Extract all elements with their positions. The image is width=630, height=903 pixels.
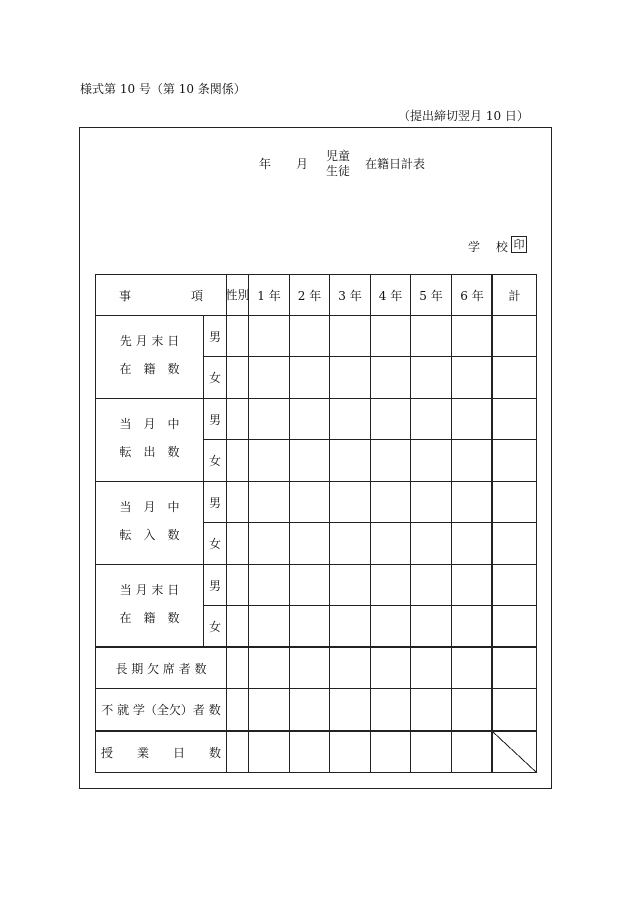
header-grade-1: 1 年 xyxy=(257,288,281,303)
header-grade-4: 4 年 xyxy=(378,288,403,303)
group-label-line2: 在 籍 数 xyxy=(119,361,180,376)
sex-male: 男 xyxy=(208,578,221,593)
header-item: 事 項 xyxy=(118,288,203,303)
title-year: 年 xyxy=(259,157,272,171)
row-non-attendance: 不 就 学（全欠）者 数 xyxy=(101,703,221,717)
sex-female: 女 xyxy=(208,537,221,551)
sex-female: 女 xyxy=(208,454,221,468)
sex-female: 女 xyxy=(208,619,221,634)
sex-male: 男 xyxy=(208,412,221,427)
seal-box: 印 xyxy=(511,236,527,253)
group-label-line1: 当 月 中 xyxy=(119,499,180,514)
row-class-days: 授 業 日 数 xyxy=(100,745,221,760)
row-long-absence: 長 期 欠 席 者 数 xyxy=(115,661,207,676)
group-label-line2: 転 入 数 xyxy=(119,527,180,542)
title-kind-bottom: 生徒 xyxy=(326,164,351,178)
header-grade-3: 3 年 xyxy=(338,288,362,303)
title-kind-top: 児童 xyxy=(326,149,351,163)
header-grade-6: 6 年 xyxy=(460,288,484,303)
form-number-label: 様式第 10 号（第 10 条関係） xyxy=(80,82,246,96)
group-label-line1: 当 月 中 xyxy=(119,416,180,431)
title-name: 在籍日計表 xyxy=(365,157,426,171)
header-grade-2: 2 年 xyxy=(297,288,322,303)
header-sex xyxy=(227,275,248,315)
school-label: 学 校 xyxy=(468,240,514,254)
diagonal-slash xyxy=(493,732,536,772)
group-label-line1: 当 月 末 日 xyxy=(119,582,180,597)
group-label-line2: 在 籍 数 xyxy=(119,610,180,625)
header-sex-bottom: 別 xyxy=(237,288,250,302)
group-label-line2: 転 出 数 xyxy=(119,444,180,459)
header-total: 計 xyxy=(508,288,521,303)
header-sex-top: 性 xyxy=(225,288,238,302)
sex-female: 女 xyxy=(208,371,221,385)
group-label-line1: 先 月 末 日 xyxy=(119,333,180,348)
sex-male: 男 xyxy=(208,329,221,344)
title-month: 月 xyxy=(296,157,309,171)
deadline-note: （提出締切翌月 10 日） xyxy=(398,109,529,123)
sex-male: 男 xyxy=(208,495,221,510)
header-grade-5: 5 年 xyxy=(419,288,443,303)
